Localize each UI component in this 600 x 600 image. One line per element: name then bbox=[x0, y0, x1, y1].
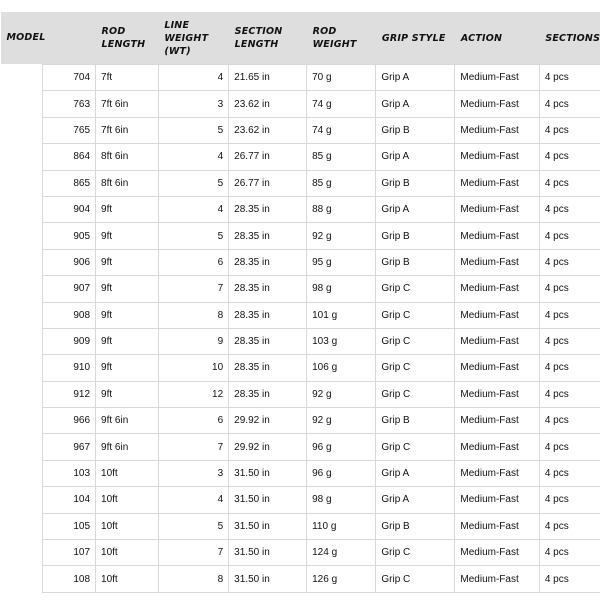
header-model: MODEL bbox=[43, 12, 96, 65]
cell-action: Medium-Fast bbox=[455, 249, 539, 275]
cell-rod-length: 9ft bbox=[96, 223, 159, 249]
cell-rod-length: 10ft bbox=[96, 487, 159, 513]
cell-rod-weight: 92 g bbox=[307, 223, 376, 249]
table-row bbox=[43, 487, 600, 513]
header-line-weight: LINE WEIGHT (WT) bbox=[158, 12, 228, 65]
cell-rod-length: 9ft bbox=[96, 196, 159, 222]
cell-rod-weight: 96 g bbox=[307, 434, 376, 460]
cell-model: 906 bbox=[43, 249, 96, 275]
cell-rod-length: 9ft 6in bbox=[96, 408, 159, 434]
cell-action: Medium-Fast bbox=[455, 460, 539, 486]
cell-rod-length: 9ft bbox=[96, 276, 159, 302]
cell-model: 912 bbox=[43, 381, 96, 407]
cell-rod-weight: 88 g bbox=[307, 196, 376, 222]
header-rod-weight: ROD WEIGHT bbox=[307, 12, 376, 65]
cell-rod-length: 9ft bbox=[96, 381, 159, 407]
cell-grip-style: Grip B bbox=[376, 117, 455, 143]
cell-line-weight: 6 bbox=[158, 249, 228, 275]
table-row bbox=[43, 302, 600, 328]
cell-section-length: 29.92 in bbox=[229, 434, 307, 460]
table-row bbox=[43, 65, 600, 91]
cell-section-length: 28.35 in bbox=[229, 276, 307, 302]
cell-rod-length: 9ft bbox=[96, 249, 159, 275]
cell-action: Medium-Fast bbox=[455, 381, 539, 407]
cell-line-weight: 8 bbox=[158, 566, 228, 592]
cell-action: Medium-Fast bbox=[455, 566, 539, 592]
cell-model: 765 bbox=[43, 117, 96, 143]
cell-grip-style: Grip A bbox=[376, 196, 455, 222]
cell-section-length: 29.92 in bbox=[229, 408, 307, 434]
cell-line-weight: 4 bbox=[158, 65, 228, 91]
cell-grip-style: Grip A bbox=[376, 460, 455, 486]
rod-specs-table bbox=[6, 12, 600, 593]
cell-action: Medium-Fast bbox=[455, 328, 539, 354]
cell-section-length: 28.35 in bbox=[229, 328, 307, 354]
cell-grip-style: Grip C bbox=[376, 566, 455, 592]
cell-rod-weight: 103 g bbox=[307, 328, 376, 354]
cell-rod-length: 10ft bbox=[96, 513, 159, 539]
cell-grip-style: Grip C bbox=[376, 434, 455, 460]
table-row bbox=[43, 355, 600, 381]
cell-line-weight: 4 bbox=[158, 487, 228, 513]
cell-rod-length: 8ft 6in bbox=[96, 170, 159, 196]
cell-line-weight: 5 bbox=[158, 117, 228, 143]
cell-grip-style: Grip C bbox=[376, 276, 455, 302]
table-row bbox=[43, 117, 600, 143]
cell-model: 907 bbox=[43, 276, 96, 302]
cell-rod-weight: 85 g bbox=[307, 144, 376, 170]
cell-line-weight: 9 bbox=[158, 328, 228, 354]
cell-model: 905 bbox=[43, 223, 96, 249]
cell-action: Medium-Fast bbox=[455, 196, 539, 222]
cell-action: Medium-Fast bbox=[455, 487, 539, 513]
table-row bbox=[43, 144, 600, 170]
table-row bbox=[43, 408, 600, 434]
cell-model: 107 bbox=[43, 540, 96, 566]
cell-rod-weight: 74 g bbox=[307, 91, 376, 117]
cell-model: 864 bbox=[43, 144, 96, 170]
cell-sections: 4 pcs bbox=[539, 434, 600, 460]
cell-rod-length: 9ft bbox=[96, 302, 159, 328]
cell-model: 108 bbox=[43, 566, 96, 592]
cell-section-length: 26.77 in bbox=[229, 144, 307, 170]
cell-line-weight: 10 bbox=[158, 355, 228, 381]
cell-rod-length: 10ft bbox=[96, 540, 159, 566]
table-row bbox=[43, 328, 600, 354]
cell-rod-length: 9ft 6in bbox=[96, 434, 159, 460]
cell-action: Medium-Fast bbox=[455, 276, 539, 302]
cell-model: 909 bbox=[43, 328, 96, 354]
cell-action: Medium-Fast bbox=[455, 302, 539, 328]
cell-grip-style: Grip C bbox=[376, 328, 455, 354]
cell-grip-style: Grip B bbox=[376, 408, 455, 434]
cell-sections: 4 pcs bbox=[539, 65, 600, 91]
cell-grip-style: Grip A bbox=[376, 65, 455, 91]
cell-section-length: 23.62 in bbox=[229, 117, 307, 143]
cell-line-weight: 3 bbox=[158, 460, 228, 486]
cell-rod-length: 7ft 6in bbox=[96, 91, 159, 117]
cell-line-weight: 4 bbox=[158, 144, 228, 170]
cell-section-length: 31.50 in bbox=[229, 513, 307, 539]
cell-grip-style: Grip B bbox=[376, 170, 455, 196]
cell-grip-style: Grip B bbox=[376, 223, 455, 249]
cell-section-length: 26.77 in bbox=[229, 170, 307, 196]
cell-section-length: 31.50 in bbox=[229, 566, 307, 592]
cell-rod-weight: 95 g bbox=[307, 249, 376, 275]
table-row bbox=[43, 381, 600, 407]
cell-model: 763 bbox=[43, 91, 96, 117]
cell-rod-weight: 106 g bbox=[307, 355, 376, 381]
cell-line-weight: 7 bbox=[158, 276, 228, 302]
cell-action: Medium-Fast bbox=[455, 434, 539, 460]
cell-action: Medium-Fast bbox=[455, 223, 539, 249]
header-action: ACTION bbox=[455, 12, 539, 65]
cell-model: 904 bbox=[43, 196, 96, 222]
cell-line-weight: 5 bbox=[158, 170, 228, 196]
cell-grip-style: Grip C bbox=[376, 381, 455, 407]
cell-sections: 4 pcs bbox=[539, 566, 600, 592]
cell-sections: 4 pcs bbox=[539, 408, 600, 434]
cell-sections: 4 pcs bbox=[539, 302, 600, 328]
cell-rod-length: 7ft 6in bbox=[96, 117, 159, 143]
table-row bbox=[43, 170, 600, 196]
cell-model: 910 bbox=[43, 355, 96, 381]
header-grip-style: GRIP STYLE bbox=[376, 12, 455, 65]
cell-rod-weight: 98 g bbox=[307, 487, 376, 513]
cell-sections: 4 pcs bbox=[539, 91, 600, 117]
cell-sections: 4 pcs bbox=[539, 170, 600, 196]
cell-sections: 4 pcs bbox=[539, 276, 600, 302]
header-sections: SECTIONS bbox=[539, 12, 600, 65]
cell-sections: 4 pcs bbox=[539, 328, 600, 354]
cell-rod-weight: 92 g bbox=[307, 381, 376, 407]
header-rod-length: ROD LENGTH bbox=[96, 12, 159, 65]
cell-model: 967 bbox=[43, 434, 96, 460]
cell-rod-length: 10ft bbox=[96, 566, 159, 592]
table-row bbox=[43, 460, 600, 486]
table-header-row bbox=[43, 12, 600, 65]
cell-model: 103 bbox=[43, 460, 96, 486]
cell-model: 704 bbox=[43, 65, 96, 91]
cell-grip-style: Grip C bbox=[376, 302, 455, 328]
cell-model: 865 bbox=[43, 170, 96, 196]
cell-sections: 4 pcs bbox=[539, 196, 600, 222]
cell-line-weight: 8 bbox=[158, 302, 228, 328]
cell-rod-weight: 124 g bbox=[307, 540, 376, 566]
cell-action: Medium-Fast bbox=[455, 170, 539, 196]
table-row bbox=[43, 223, 600, 249]
cell-rod-length: 10ft bbox=[96, 460, 159, 486]
cell-model: 105 bbox=[43, 513, 96, 539]
cell-sections: 4 pcs bbox=[539, 540, 600, 566]
table-row bbox=[43, 566, 600, 592]
cell-rod-weight: 101 g bbox=[307, 302, 376, 328]
cell-section-length: 23.62 in bbox=[229, 91, 307, 117]
cell-sections: 4 pcs bbox=[539, 513, 600, 539]
cell-sections: 4 pcs bbox=[539, 381, 600, 407]
cell-rod-weight: 92 g bbox=[307, 408, 376, 434]
cell-rod-weight: 70 g bbox=[307, 65, 376, 91]
cell-rod-weight: 74 g bbox=[307, 117, 376, 143]
specs-table-container bbox=[6, 12, 600, 593]
cell-sections: 4 pcs bbox=[539, 487, 600, 513]
cell-section-length: 31.50 in bbox=[229, 487, 307, 513]
cell-section-length: 28.35 in bbox=[229, 381, 307, 407]
cell-section-length: 28.35 in bbox=[229, 302, 307, 328]
cell-action: Medium-Fast bbox=[455, 91, 539, 117]
cell-grip-style: Grip C bbox=[376, 355, 455, 381]
cell-rod-weight: 110 g bbox=[307, 513, 376, 539]
cell-section-length: 31.50 in bbox=[229, 540, 307, 566]
cell-grip-style: Grip A bbox=[376, 487, 455, 513]
cell-rod-length: 9ft bbox=[96, 328, 159, 354]
cell-section-length: 28.35 in bbox=[229, 249, 307, 275]
table-row bbox=[43, 513, 600, 539]
cell-grip-style: Grip A bbox=[376, 144, 455, 170]
cell-action: Medium-Fast bbox=[455, 144, 539, 170]
table-row bbox=[43, 276, 600, 302]
cell-rod-length: 8ft 6in bbox=[96, 144, 159, 170]
cell-sections: 4 pcs bbox=[539, 355, 600, 381]
cell-line-weight: 12 bbox=[158, 381, 228, 407]
cell-section-length: 28.35 in bbox=[229, 355, 307, 381]
cell-sections: 4 pcs bbox=[539, 117, 600, 143]
cell-line-weight: 5 bbox=[158, 513, 228, 539]
cell-grip-style: Grip C bbox=[376, 540, 455, 566]
table-row bbox=[43, 196, 600, 222]
cell-line-weight: 7 bbox=[158, 434, 228, 460]
cell-action: Medium-Fast bbox=[455, 117, 539, 143]
cell-grip-style: Grip B bbox=[376, 513, 455, 539]
table-row bbox=[43, 434, 600, 460]
cell-sections: 4 pcs bbox=[539, 249, 600, 275]
cell-model: 104 bbox=[43, 487, 96, 513]
table-body bbox=[43, 65, 600, 593]
cell-action: Medium-Fast bbox=[455, 65, 539, 91]
cell-rod-length: 9ft bbox=[96, 355, 159, 381]
cell-model: 966 bbox=[43, 408, 96, 434]
cell-action: Medium-Fast bbox=[455, 513, 539, 539]
cell-section-length: 21.65 in bbox=[229, 65, 307, 91]
cell-rod-weight: 126 g bbox=[307, 566, 376, 592]
cell-line-weight: 6 bbox=[158, 408, 228, 434]
cell-line-weight: 3 bbox=[158, 91, 228, 117]
cell-action: Medium-Fast bbox=[455, 355, 539, 381]
cell-rod-weight: 96 g bbox=[307, 460, 376, 486]
cell-section-length: 28.35 in bbox=[229, 223, 307, 249]
table-row bbox=[43, 91, 600, 117]
cell-model: 908 bbox=[43, 302, 96, 328]
cell-action: Medium-Fast bbox=[455, 408, 539, 434]
cell-rod-weight: 98 g bbox=[307, 276, 376, 302]
cell-section-length: 28.35 in bbox=[229, 196, 307, 222]
cell-line-weight: 4 bbox=[158, 196, 228, 222]
cell-section-length: 31.50 in bbox=[229, 460, 307, 486]
cell-grip-style: Grip A bbox=[376, 91, 455, 117]
cell-sections: 4 pcs bbox=[539, 223, 600, 249]
cell-line-weight: 7 bbox=[158, 540, 228, 566]
cell-grip-style: Grip B bbox=[376, 249, 455, 275]
cell-action: Medium-Fast bbox=[455, 540, 539, 566]
table-row bbox=[43, 540, 600, 566]
table-row bbox=[43, 249, 600, 275]
cell-sections: 4 pcs bbox=[539, 144, 600, 170]
cell-line-weight: 5 bbox=[158, 223, 228, 249]
cell-rod-weight: 85 g bbox=[307, 170, 376, 196]
cell-rod-length: 7ft bbox=[96, 65, 159, 91]
cell-sections: 4 pcs bbox=[539, 460, 600, 486]
header-section-length: SECTION LENGTH bbox=[229, 12, 307, 65]
